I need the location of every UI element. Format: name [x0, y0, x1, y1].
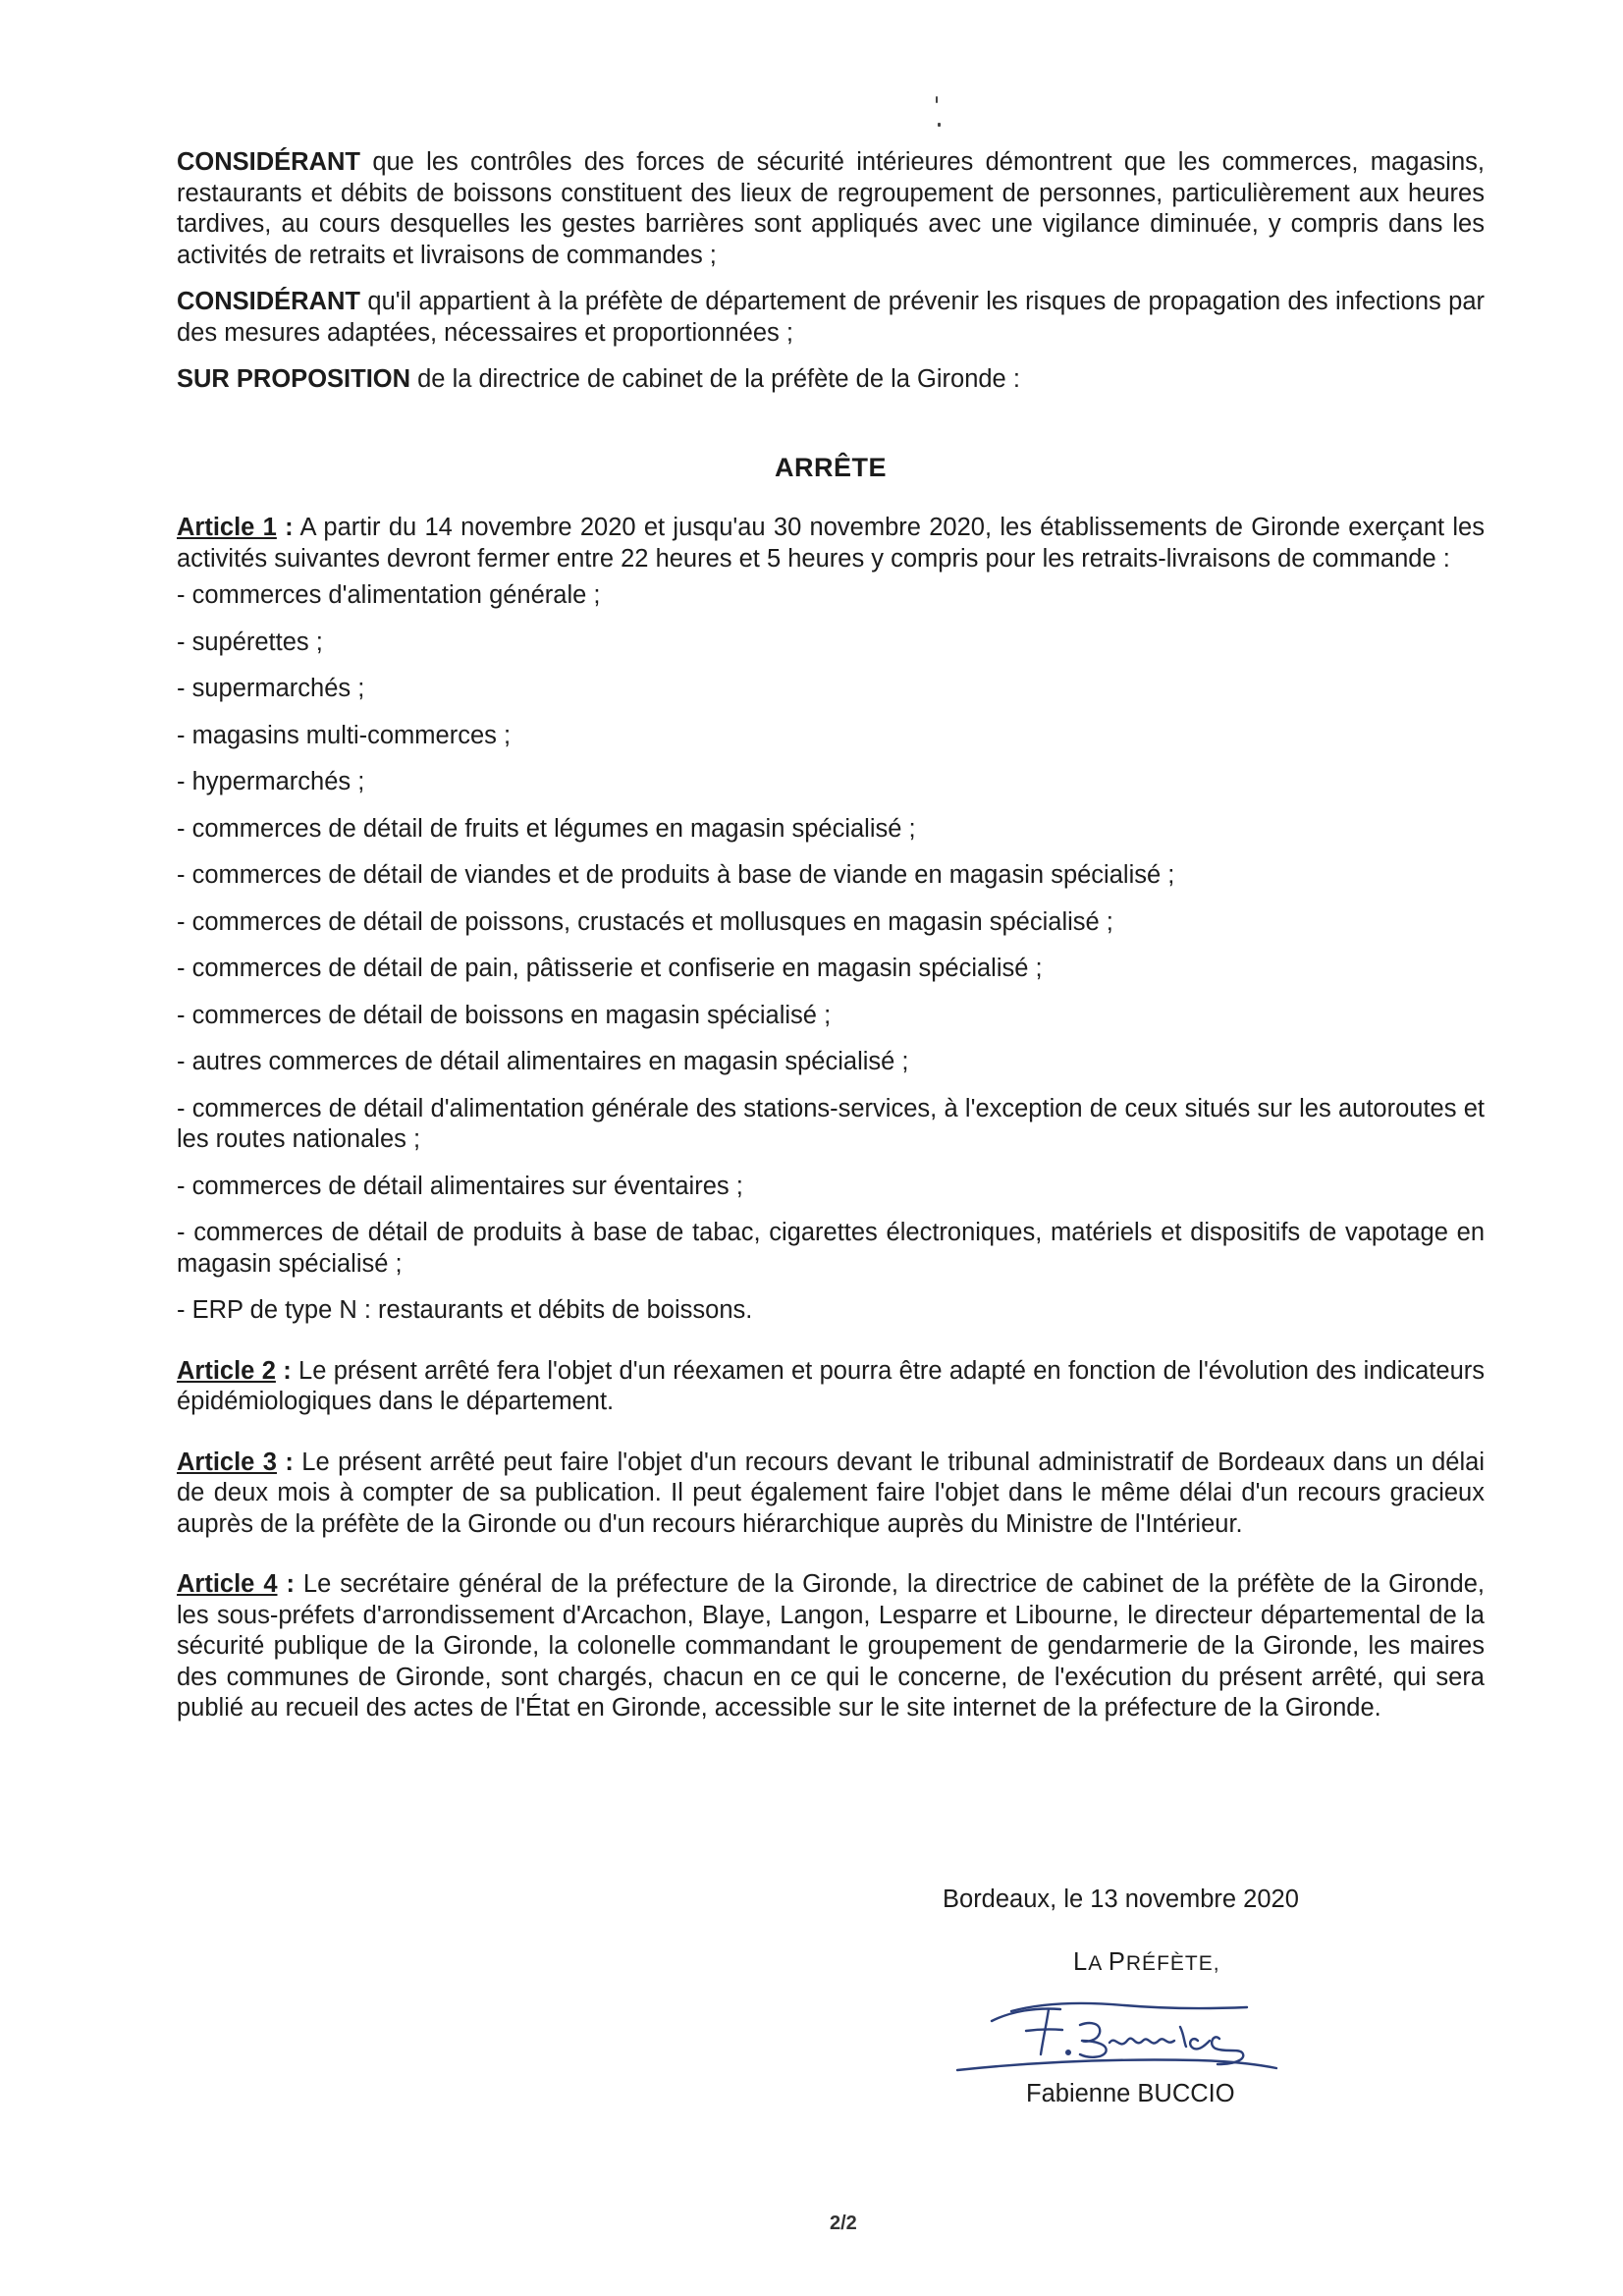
signatory-name: Fabienne BUCCIO	[1026, 2080, 1235, 2107]
list-item: - commerces de détail de poissons, crustacés et mollusques en magasin spécialisé ;	[177, 907, 1113, 936]
article-3-colon: :	[276, 1448, 294, 1476]
scan-artifact	[936, 96, 938, 103]
article-2-heading: Article 2	[177, 1356, 276, 1385]
list-item: - commerces de détail de viandes et de produits à base de viande en magasin spécialisé ;	[177, 861, 1175, 889]
proposition-text: de la directrice de cabinet de la préfète de la Gironde :	[410, 365, 1020, 393]
list-item: - commerces de détail alimentaires sur éventaires ;	[177, 1172, 743, 1200]
article-4	[177, 1569, 1485, 1724]
list-item: - magasins multi-commerces ;	[177, 721, 512, 749]
document-body	[177, 147, 1485, 1724]
article-3-text: Le présent arrêté peut faire l'objet d'un recours devant le tribunal administratif de Bordeaux dans un délai de deux mois à compter de sa publication. Il peut également faire l'objet dans le même délai d'un recours gracieux auprès de la préfète de la Gironde ou d'un recours hiérarchique auprès du Ministre de l'Intérieur.	[177, 1448, 1485, 1538]
considerant-paragraph-2	[177, 287, 1485, 349]
considerant-text: qu'il appartient à la préfète de département de prévenir les risques de propagation des infections par des mesures adaptées, nécessaires et proportionnées ;	[177, 288, 1485, 347]
article-1-text: A partir du 14 novembre 2020 et jusqu'au 30 novembre 2020, les établissements de Gironde exerçant les activités suivantes devront fermer entre 22 heures et 5 heures y compris pour les retraits-livraisons de commande :	[177, 514, 1485, 573]
article-2-colon: :	[275, 1356, 292, 1385]
list-item: - supérettes ;	[177, 628, 323, 656]
article-4-heading: Article 4	[177, 1570, 278, 1598]
article-2	[177, 1356, 1485, 1418]
handwritten-signature	[952, 1984, 1286, 2092]
decree-title: ARRÊTE	[774, 452, 887, 482]
list-item: - hypermarchés ;	[177, 768, 365, 795]
list-item: - autres commerces de détail alimentaires en magasin spécialisé ;	[177, 1048, 909, 1075]
proposition-paragraph	[177, 364, 1485, 396]
considerant-text: que les contrôles des forces de sécurité intérieures démontrent que les commerces, magasins, restaurants et débits de boissons constituent des lieux de regroupement de personnes, particulièrement aux heures tardives, au cours desquelles les gestes barrières sont appliqués avec une vigilance diminuée, y compris dans les activités de retraits et livraisons de commandes ;	[177, 148, 1485, 269]
article-2-text: Le présent arrêté fera l'objet d'un réexamen et pourra être adapté en fonction de l'évolution des indicateurs épidémiologiques dans le département.	[177, 1356, 1485, 1415]
article-3-heading: Article 3	[177, 1448, 277, 1476]
list-item: - commerces de détail de produits à base de tabac, cigarettes électroniques, matériels et dispositifs de vapotage en magasin spécialisé ;	[177, 1219, 1485, 1278]
list-item: - ERP de type N : restaurants et débits de boissons.	[177, 1296, 753, 1324]
page-number: 2/2	[830, 2213, 857, 2234]
article-1-heading: Article 1	[177, 514, 277, 541]
article-1	[177, 513, 1485, 574]
list-item: - commerces de détail de boissons en magasin spécialisé ;	[177, 1001, 832, 1029]
considerant-paragraph-1	[177, 147, 1485, 271]
scan-artifact	[938, 123, 941, 127]
article-1-colon: :	[276, 514, 294, 541]
considerant-lead: CONSIDÉRANT	[177, 288, 361, 315]
signatory-role: LA PRÉFÈTE,	[1073, 1948, 1220, 1976]
article-4-text: Le secrétaire général de la préfecture de la Gironde, la directrice de cabinet de la préfète de la Gironde, les sous-préfets d'arrondissement d'Arcachon, Blaye, Langon, Lesparre et Libourne, le directeur départemental de la sécurité publique de la Gironde, la colonelle commandant le groupement de gendarmerie de la Gironde, les maires des communes de Gironde, sont chargés, chacun en ce qui le concerne, de l'exécution du présent arrêté, qui sera publié au recueil des actes de l'État en Gironde, accessible sur le site internet de la préfecture de la Gironde.	[177, 1570, 1485, 1722]
list-item: - commerces de détail de fruits et légumes en magasin spécialisé ;	[177, 814, 916, 843]
list-item: - commerces d'alimentation générale ;	[177, 581, 601, 609]
considerant-lead: CONSIDÉRANT	[177, 148, 361, 176]
list-item: - commerces de détail d'alimentation générale des stations-services, à l'exception de ceux situés sur les autoroutes et les routes nationales ;	[177, 1094, 1485, 1153]
place-date: Bordeaux, le 13 novembre 2020	[943, 1886, 1299, 1913]
activity-list	[177, 580, 1485, 1327]
article-4-colon: :	[277, 1570, 295, 1598]
list-item: - commerces de détail de pain, pâtisserie et confiserie en magasin spécialisé ;	[177, 955, 1043, 982]
list-item: - supermarchés ;	[177, 675, 365, 702]
article-3	[177, 1448, 1485, 1541]
proposition-lead: SUR PROPOSITION	[177, 365, 411, 393]
